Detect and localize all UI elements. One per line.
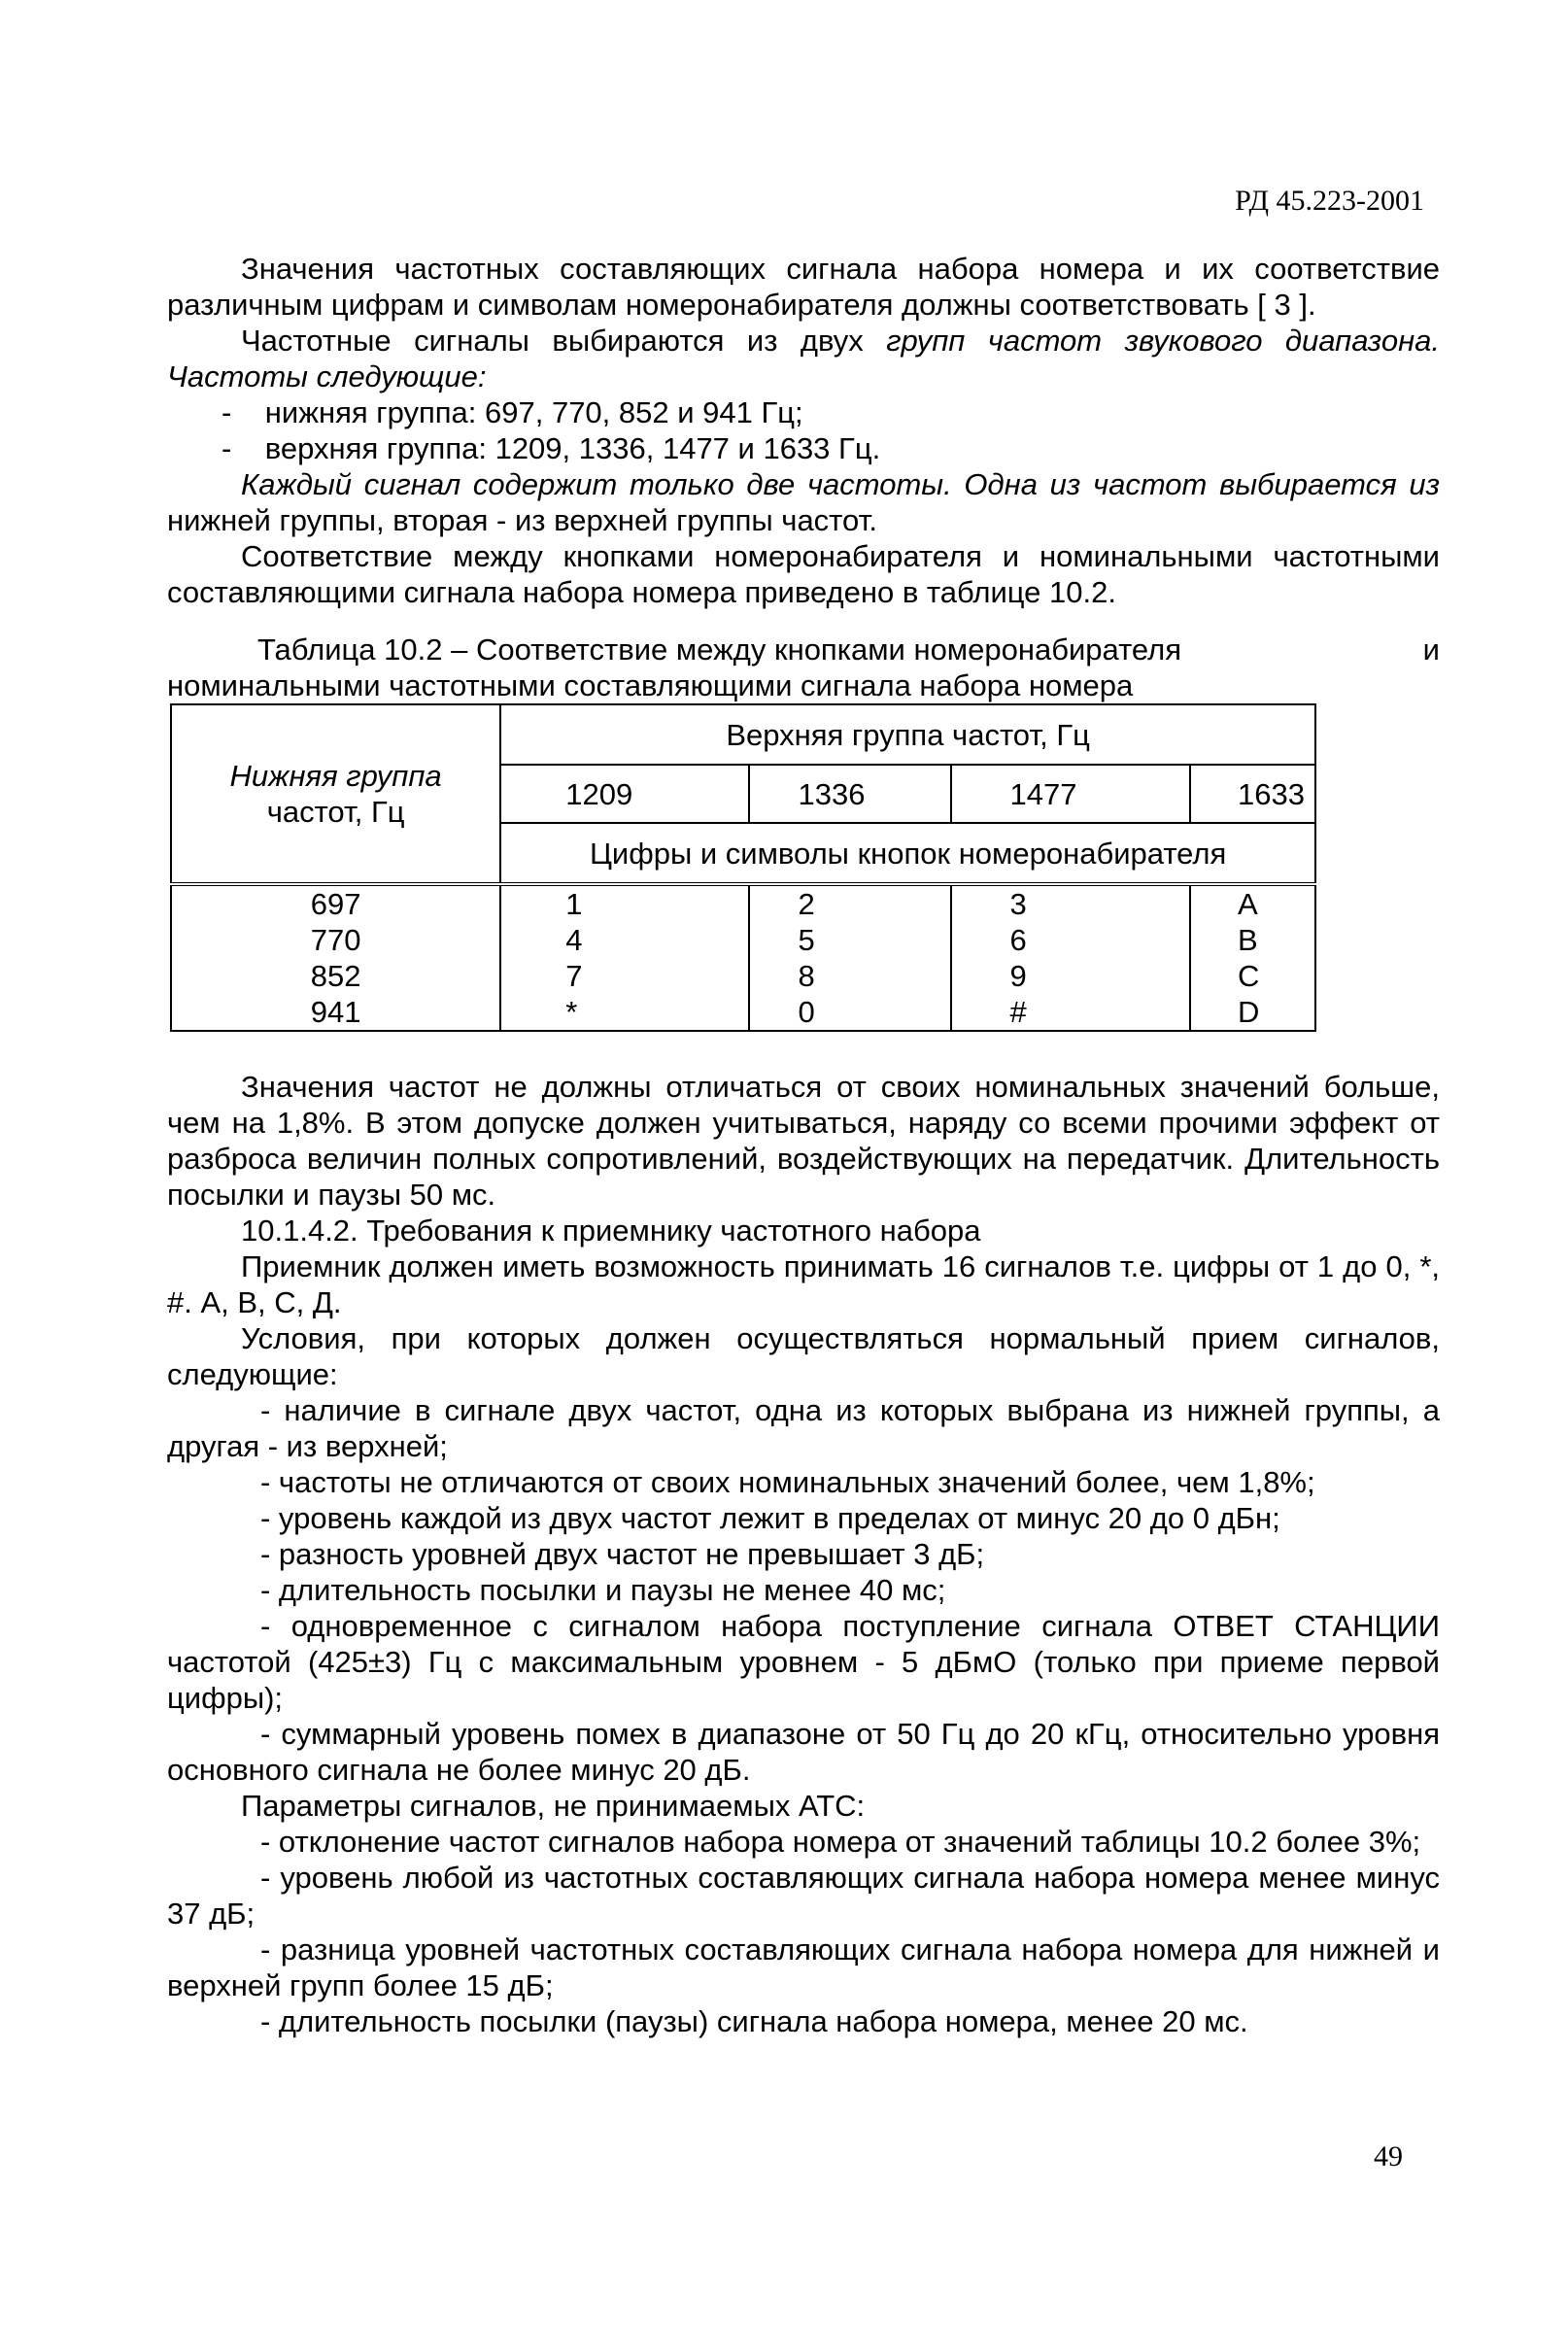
symbols-column-1336 [749,884,951,1031]
key-symbol: 8 [798,959,815,993]
key-symbol: # [1009,995,1027,1029]
conditions-intro: Условия, при которых должен осуществляться нормальный прием сигналов, следующие: [167,1321,1440,1391]
key-symbol: 4 [565,923,583,957]
rejected-item: - разница уровней частотных составляющих сигнала набора номера для нижней и верхней групп более 15 дБ; [167,1932,1440,2002]
rejected-params-intro: Параметры сигналов, не принимаемых АТС: [241,1789,866,1823]
low-group-text: нижняя группа: 697, 770, 852 и 941 Гц; [264,395,803,429]
dash-marker: - [222,431,265,465]
key-symbol: B [1238,923,1258,957]
low-header-line-1: Нижняя группа [229,759,442,793]
rejected-item: - длительность посылки (паузы) сигнала набора номера, менее 20 мс. [260,2004,1248,2038]
section-heading: 10.1.4.2. Требования к приемнику частотного набора [241,1214,981,1248]
key-symbol: 3 [1009,887,1027,921]
symbols-column-1633 [1190,884,1315,1031]
receiver-paragraph: Приемник должен иметь возможность принимать 16 сигналов т.е. цифры от 1 до 0, *, #. А, В, С, Д. [167,1249,1440,1319]
condition-item: - наличие в сигнале двух частот, одна из которых выбрана из нижней группы, а другая - из верхней; [167,1393,1440,1463]
key-symbol: 1 [565,887,583,921]
low-freq-697: 697 [310,887,361,921]
condition-item: - разность уровней двух частот не превышает 3 дБ; [260,1537,985,1571]
key-symbol: 0 [798,995,815,1029]
document-code: РД 45.223-2001 [1235,185,1424,217]
condition-item: - частоты не отличаются от своих номинальных значений более, чем 1,8%; [260,1465,1315,1499]
symbols-column-1209 [500,884,748,1031]
intro-p2-italic: групп частот звукового диапазона. [886,324,1440,358]
low-freq-column [171,884,500,1031]
intro-p2-start: Частотные сигналы выбираются из двух [241,324,887,358]
low-group-header [171,704,500,884]
caption-text-b: и [1422,633,1440,667]
high-group-text: верхняя группа: 1209, 1336, 1477 и 1633 Гц. [264,431,881,465]
high-freq-1633: 1633 [1190,765,1315,823]
rejected-item: - отклонение частот сигналов набора номера от значений таблицы 10.2 более 3%; [260,1825,1421,1859]
key-symbol: * [565,995,578,1029]
intro-paragraph-2 [167,323,1440,394]
high-freq-1209: 1209 [500,765,748,823]
key-symbol: C [1238,959,1260,993]
low-freq-941: 941 [310,995,361,1029]
frequency-table [170,703,1316,1032]
caption-text-c: номинальными частотными составляющими сигнала набора номера [167,668,1134,702]
key-symbol: 9 [1009,959,1027,993]
key-symbol: A [1238,887,1258,921]
high-freq-1336: 1336 [749,765,951,823]
symbols-column-1477 [951,884,1191,1031]
low-header-line-2: частот, Гц [266,795,405,829]
rejected-item: - уровень любой из частотных составляющих сигнала набора номера менее минус 37 дБ; [167,1861,1440,1931]
high-group-header: Верхняя группа частот, Гц [500,704,1315,765]
intro-paragraph-1: Значения частотных составляющих сигнала набора номера и их соответствие различным цифрам и символам номеронабирателя должны соответствовать [ 3 ]. [167,252,1440,322]
page-number: 49 [1374,2140,1403,2172]
symbols-header: Цифры и символы кнопок номеронабирателя [500,823,1315,884]
intro-p3-italic: Каждый сигнал содержит только две частоты. Одна из частот выбирается из [241,467,1440,501]
key-symbol: 2 [798,887,815,921]
key-symbol: 7 [565,959,583,993]
intro-p3-end: нижней группы, вторая - из верхней группы частот. [167,503,877,537]
intro-paragraph-4: Соответствие между кнопками номеронабирателя и номинальными частотными составляющими сигнала набора номера приведено в таблице 10.2. [167,539,1440,609]
intro-paragraph-3 [167,466,1440,538]
condition-item: - суммарный уровень помех в диапазоне от 50 Гц до 20 кГц, относительно уровня основного сигнала не более минус 20 дБ. [167,1717,1440,1787]
condition-item: - длительность посылки и паузы не менее 40 мс; [260,1573,946,1607]
key-symbol: D [1238,995,1260,1029]
condition-item: - уровень каждой из двух частот лежит в пределах от минус 20 до 0 дБн; [260,1501,1280,1535]
body-section [167,1069,1440,2039]
dash-marker: - [222,395,265,429]
intro-p2-end: Частоты следующие: [167,359,487,393]
tolerance-paragraph: Значения частот не должны отличаться от своих номинальных значений больше, чем на 1,8%. В этом допуске должен учитываться, наряду со всеми прочими эффект от разброса величин полных сопротивлений, воздействующих на передатчик. Длительность посылки и паузы 50 мс. [167,1070,1440,1212]
table-caption [167,632,1440,703]
low-freq-770: 770 [310,923,361,957]
condition-item: - одновременное с сигналом набора поступление сигнала ОТВЕТ СТАНЦИИ частотой (425±3) Гц с максимальным уровнем - 5 дБмО (только при приеме первой цифры); [167,1609,1440,1715]
high-freq-1477: 1477 [951,765,1191,823]
high-group-item [167,430,1440,466]
low-freq-852: 852 [310,959,361,993]
table-caption-line-1 [167,632,1440,667]
key-symbol: 6 [1009,923,1027,957]
intro-section [167,251,1440,1032]
key-symbol: 5 [798,923,815,957]
caption-text-a: Таблица 10.2 – Соответствие между кнопками номеронабирателя [257,633,1182,667]
low-group-item [167,394,1440,430]
